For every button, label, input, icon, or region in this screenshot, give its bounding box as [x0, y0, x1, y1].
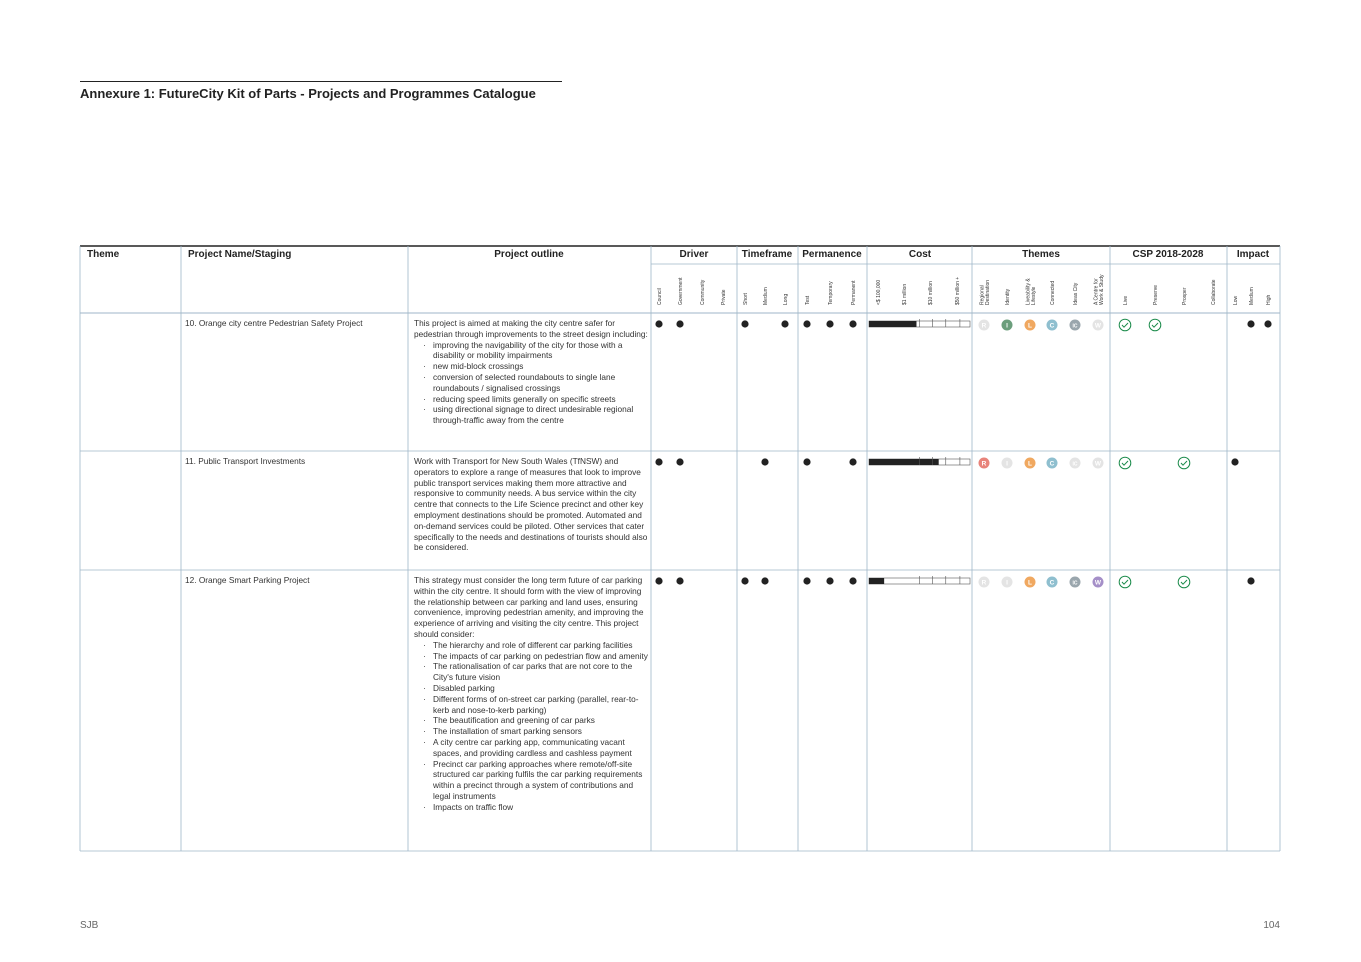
header-group-0: Driver: [679, 249, 709, 260]
subheader-driver-0: Council: [657, 288, 663, 305]
outline-bullet: · The rationalisation of car parks that are not core to the City's future vision: [433, 661, 648, 683]
project-name: 11. Public Transport Investments: [185, 456, 306, 466]
subheader-permanence-0: Test: [805, 295, 811, 305]
outline-bullet: · The impacts of car parking on pedestrian flow and amenity: [433, 651, 648, 662]
permanence-dot: [849, 458, 856, 465]
driver-dot: [655, 320, 662, 327]
outline-intro: Work with Transport for New South Wales (TfNSW) and operators to explore a range of measures that look to improve public transport services making them more attractive and responsive to community needs. A bus service within the city centre that connects to the Life Science precinct and other key employment destinations should be promoted. Automated and on-demand services could be piloted. Other services that cater specifically to the needs and destinations of tourists should also be considered.: [414, 456, 648, 553]
impact-dot: [1247, 577, 1254, 584]
outline-intro: This strategy must consider the long term future of car parking within the city centre. It should form with the view of improving the relationship between car parking and land uses, ensuring convenience, improving pedestrian amenity, and improving the experience of arriving and visiting the city centre. This project should consider:: [414, 575, 644, 639]
outline-bullet: · new mid-block crossings: [433, 361, 648, 372]
permanence-dot: [803, 320, 810, 327]
header-group-6: Impact: [1236, 249, 1270, 260]
subheader-themes-5: Work & Study: [1099, 274, 1105, 305]
theme-badge-label: I: [1006, 460, 1008, 468]
footer-author: SJB: [80, 920, 99, 931]
impact-dot: [1231, 458, 1238, 465]
project-name: 10. Orange city centre Pedestrian Safety Project: [185, 318, 363, 328]
csp-check-circle: [1178, 576, 1190, 588]
timeframe-dot: [781, 320, 788, 327]
subheader-csp-3: Collaborate: [1211, 279, 1217, 305]
driver-dot: [676, 458, 683, 465]
permanence-dot: [849, 577, 856, 584]
subheader-themes-2: Lifestyle: [1031, 286, 1037, 305]
outline-bullet: · A city centre car parking app, communicating vacant spaces, and providing cardless and cashless payment: [433, 737, 648, 759]
project-outline: [414, 318, 648, 426]
subheader-themes-2: Liveability &: [1025, 278, 1032, 305]
impact-dot: [1264, 320, 1271, 327]
permanence-dot: [803, 577, 810, 584]
driver-dot: [655, 577, 662, 584]
permanence-dot: [849, 320, 856, 327]
subheader-cost-2: $10 million: [928, 281, 934, 305]
theme-badge-label: R: [981, 579, 987, 587]
permanence-dot: [826, 320, 833, 327]
subheader-csp-0: Live: [1123, 295, 1129, 305]
subheader-impact-1: Medium: [1249, 287, 1255, 305]
subheader-driver-3: Private: [721, 289, 727, 305]
subheader-themes-0: Destination: [985, 279, 991, 305]
theme-badge-label: I: [1006, 579, 1008, 587]
theme-badge-label: IC: [1072, 580, 1078, 587]
outline-bullet: · The hierarchy and role of different car parking facilities: [433, 640, 648, 651]
theme-badge-label: C: [1049, 579, 1055, 587]
header-group-4: Themes: [1022, 249, 1060, 260]
header-group-5: CSP 2018-2028: [1132, 249, 1204, 260]
cost-bar-fill: [869, 578, 884, 584]
theme-badge-label: C: [1049, 322, 1055, 330]
theme-badge-label: C: [1049, 460, 1055, 468]
subheader-impact-0: Low: [1233, 295, 1239, 305]
theme-badge-label: IC: [1072, 323, 1078, 330]
outline-bullet: · The installation of smart parking sensors: [433, 726, 648, 737]
header-group-3: Cost: [908, 249, 932, 260]
outline-bullet: · The beautification and greening of car parks: [433, 715, 648, 726]
outline-bullet: · Precinct car parking approaches where remote/off-site structured car parking fulfils the car parking requirements within a precinct through a system of contributions and legal instruments: [433, 759, 648, 802]
theme-badge-label: W: [1094, 322, 1102, 330]
subheader-themes-3: Connected: [1050, 280, 1056, 305]
header-group-1: Timeframe: [741, 249, 793, 260]
page-title: Annexure 1: FutureCity Kit of Parts - Projects and Programmes Catalogue: [80, 81, 562, 101]
outline-bullets: [414, 340, 648, 426]
csp-check-icon: [1122, 580, 1128, 584]
timeframe-dot: [741, 320, 748, 327]
cost-bar-fill: [869, 459, 939, 465]
csp-check-circle: [1178, 457, 1190, 469]
csp-check-circle: [1119, 319, 1131, 331]
theme-badge-label: L: [1028, 322, 1032, 330]
theme-badge-label: IC: [1072, 461, 1078, 468]
subheader-driver-2: Community: [700, 279, 706, 305]
subheader-timeframe-0: Short: [743, 293, 749, 305]
impact-dot: [1247, 320, 1254, 327]
driver-dot: [676, 320, 683, 327]
theme-badge-label: R: [981, 322, 987, 330]
timeframe-dot: [761, 577, 768, 584]
driver-dot: [655, 458, 662, 465]
outline-bullet: · Different forms of on-street car parking (parallel, rear-to-kerb and nose-to-kerb parking): [433, 694, 648, 716]
permanence-dot: [826, 577, 833, 584]
outline-bullet: · reducing speed limits generally on specific streets: [433, 394, 648, 405]
csp-check-icon: [1181, 580, 1187, 584]
subheader-driver-1: Government: [678, 277, 684, 305]
theme-badge-label: W: [1094, 460, 1102, 468]
theme-badge-label: L: [1028, 579, 1032, 587]
subheader-timeframe-2: Long: [783, 293, 789, 305]
outline-bullet: · Impacts on traffic flow: [433, 802, 648, 813]
subheader-cost-1: $1 million: [902, 283, 908, 305]
csp-check-circle: [1149, 319, 1161, 331]
driver-dot: [676, 577, 683, 584]
timeframe-dot: [761, 458, 768, 465]
subheader-impact-2: High: [1266, 294, 1272, 305]
header-theme: Theme: [87, 249, 120, 260]
theme-badge-label: W: [1094, 579, 1102, 587]
timeframe-dot: [741, 577, 748, 584]
subheader-themes-4: Ideas City: [1073, 282, 1079, 305]
subheader-cost-3: $50 million +: [955, 276, 961, 305]
theme-badge-label: R: [981, 460, 987, 468]
csp-check-icon: [1181, 461, 1187, 465]
theme-badge-label: L: [1028, 460, 1032, 468]
outline-bullet: · improving the navigability of the city for those with a disability or mobility impairments: [433, 340, 648, 362]
subheader-themes-0: Regional: [979, 285, 986, 305]
cost-bar-fill: [869, 321, 916, 327]
subheader-themes-5: A Centre for: [1093, 278, 1100, 305]
outline-bullet: · conversion of selected roundabouts to single lane roundabouts / signalised crossings: [433, 372, 648, 394]
permanence-dot: [803, 458, 810, 465]
theme-badge-label: I: [1006, 322, 1008, 330]
csp-check-icon: [1122, 461, 1128, 465]
project-name: 12. Orange Smart Parking Project: [185, 575, 310, 585]
outline-bullets: [414, 640, 648, 813]
csp-check-icon: [1122, 323, 1128, 327]
subheader-csp-2: Prosper: [1182, 287, 1188, 305]
subheader-csp-1: Preserve: [1153, 284, 1159, 305]
csp-check-circle: [1119, 576, 1131, 588]
subheader-cost-0: <$ 100,000: [876, 279, 882, 305]
page-number: 104: [1263, 920, 1280, 931]
header-group-2: Permanence: [802, 249, 862, 260]
outline-bullet: · using directional signage to direct undesirable regional through-traffic away from the centre: [433, 404, 648, 426]
subheader-timeframe-1: Medium: [763, 287, 769, 305]
subheader-permanence-2: Permanent: [851, 280, 857, 305]
outline-bullet: · Disabled parking: [433, 683, 648, 694]
csp-check-icon: [1152, 323, 1158, 327]
header-project-outline: Project outline: [494, 249, 564, 260]
subheader-themes-1: Identity: [1005, 288, 1011, 305]
header-project-name: Project Name/Staging: [188, 249, 292, 260]
outline-intro: This project is aimed at making the city centre safer for pedestrian through improvements to the street design including:: [414, 318, 648, 339]
csp-check-circle: [1119, 457, 1131, 469]
subheader-permanence-1: Temporary: [828, 281, 834, 305]
project-outline: [414, 456, 648, 553]
project-outline: [414, 575, 648, 813]
